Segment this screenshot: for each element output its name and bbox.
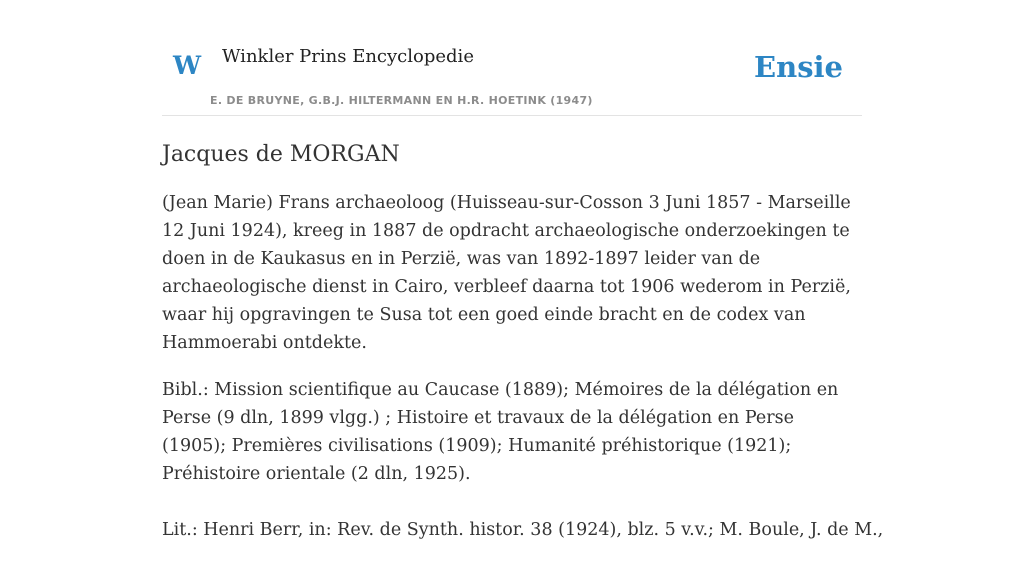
article-bibliography: Bibl.: Mission scientifique au Caucase (1889); Mémoires de la délégation en Perse (9 dln, 1899 vlgg.) ; Histoire et travaux de la délégation en Perse (1905); Premières civilisations (1909); Humanité préhistorique (1921); Préhistoire orientale (2 dln, 1925).: [162, 380, 839, 484]
article-title: Jacques de MORGAN: [162, 142, 400, 167]
source-title[interactable]: Winkler Prins Encyclopedie: [222, 46, 474, 67]
winkler-prins-logo-icon[interactable]: W: [173, 51, 202, 80]
article: [162, 140, 884, 563]
article-body: (Jean Marie) Frans archaeoloog (Huisseau-sur-Cosson 3 Juni 1857 - Marseille 12 Juni 1924), kreeg in 1887 de opdracht archaeologische onderzoekingen te doen in de Kaukasus en in Perzië, was van 1892-1897 leider van de archaeologische dienst in Cairo, verbleef daarna tot 1906 wederom in Perzië, waar hij opgravingen te Susa tot een goed einde bracht en de codex van Hammoerabi ontdekte.: [162, 193, 851, 353]
ensie-logo[interactable]: Ensie: [754, 50, 843, 84]
source-authors: E. DE BRUYNE, G.B.J. HILTERMANN EN H.R. HOETINK (1947): [210, 94, 593, 107]
article-literature: Lit.: Henri Berr, in: Rev. de Synth. histor. 38 (1924), blz. 5 v.v.; M. Boule, J. de M.,: [162, 520, 884, 540]
site-header: [162, 38, 862, 116]
